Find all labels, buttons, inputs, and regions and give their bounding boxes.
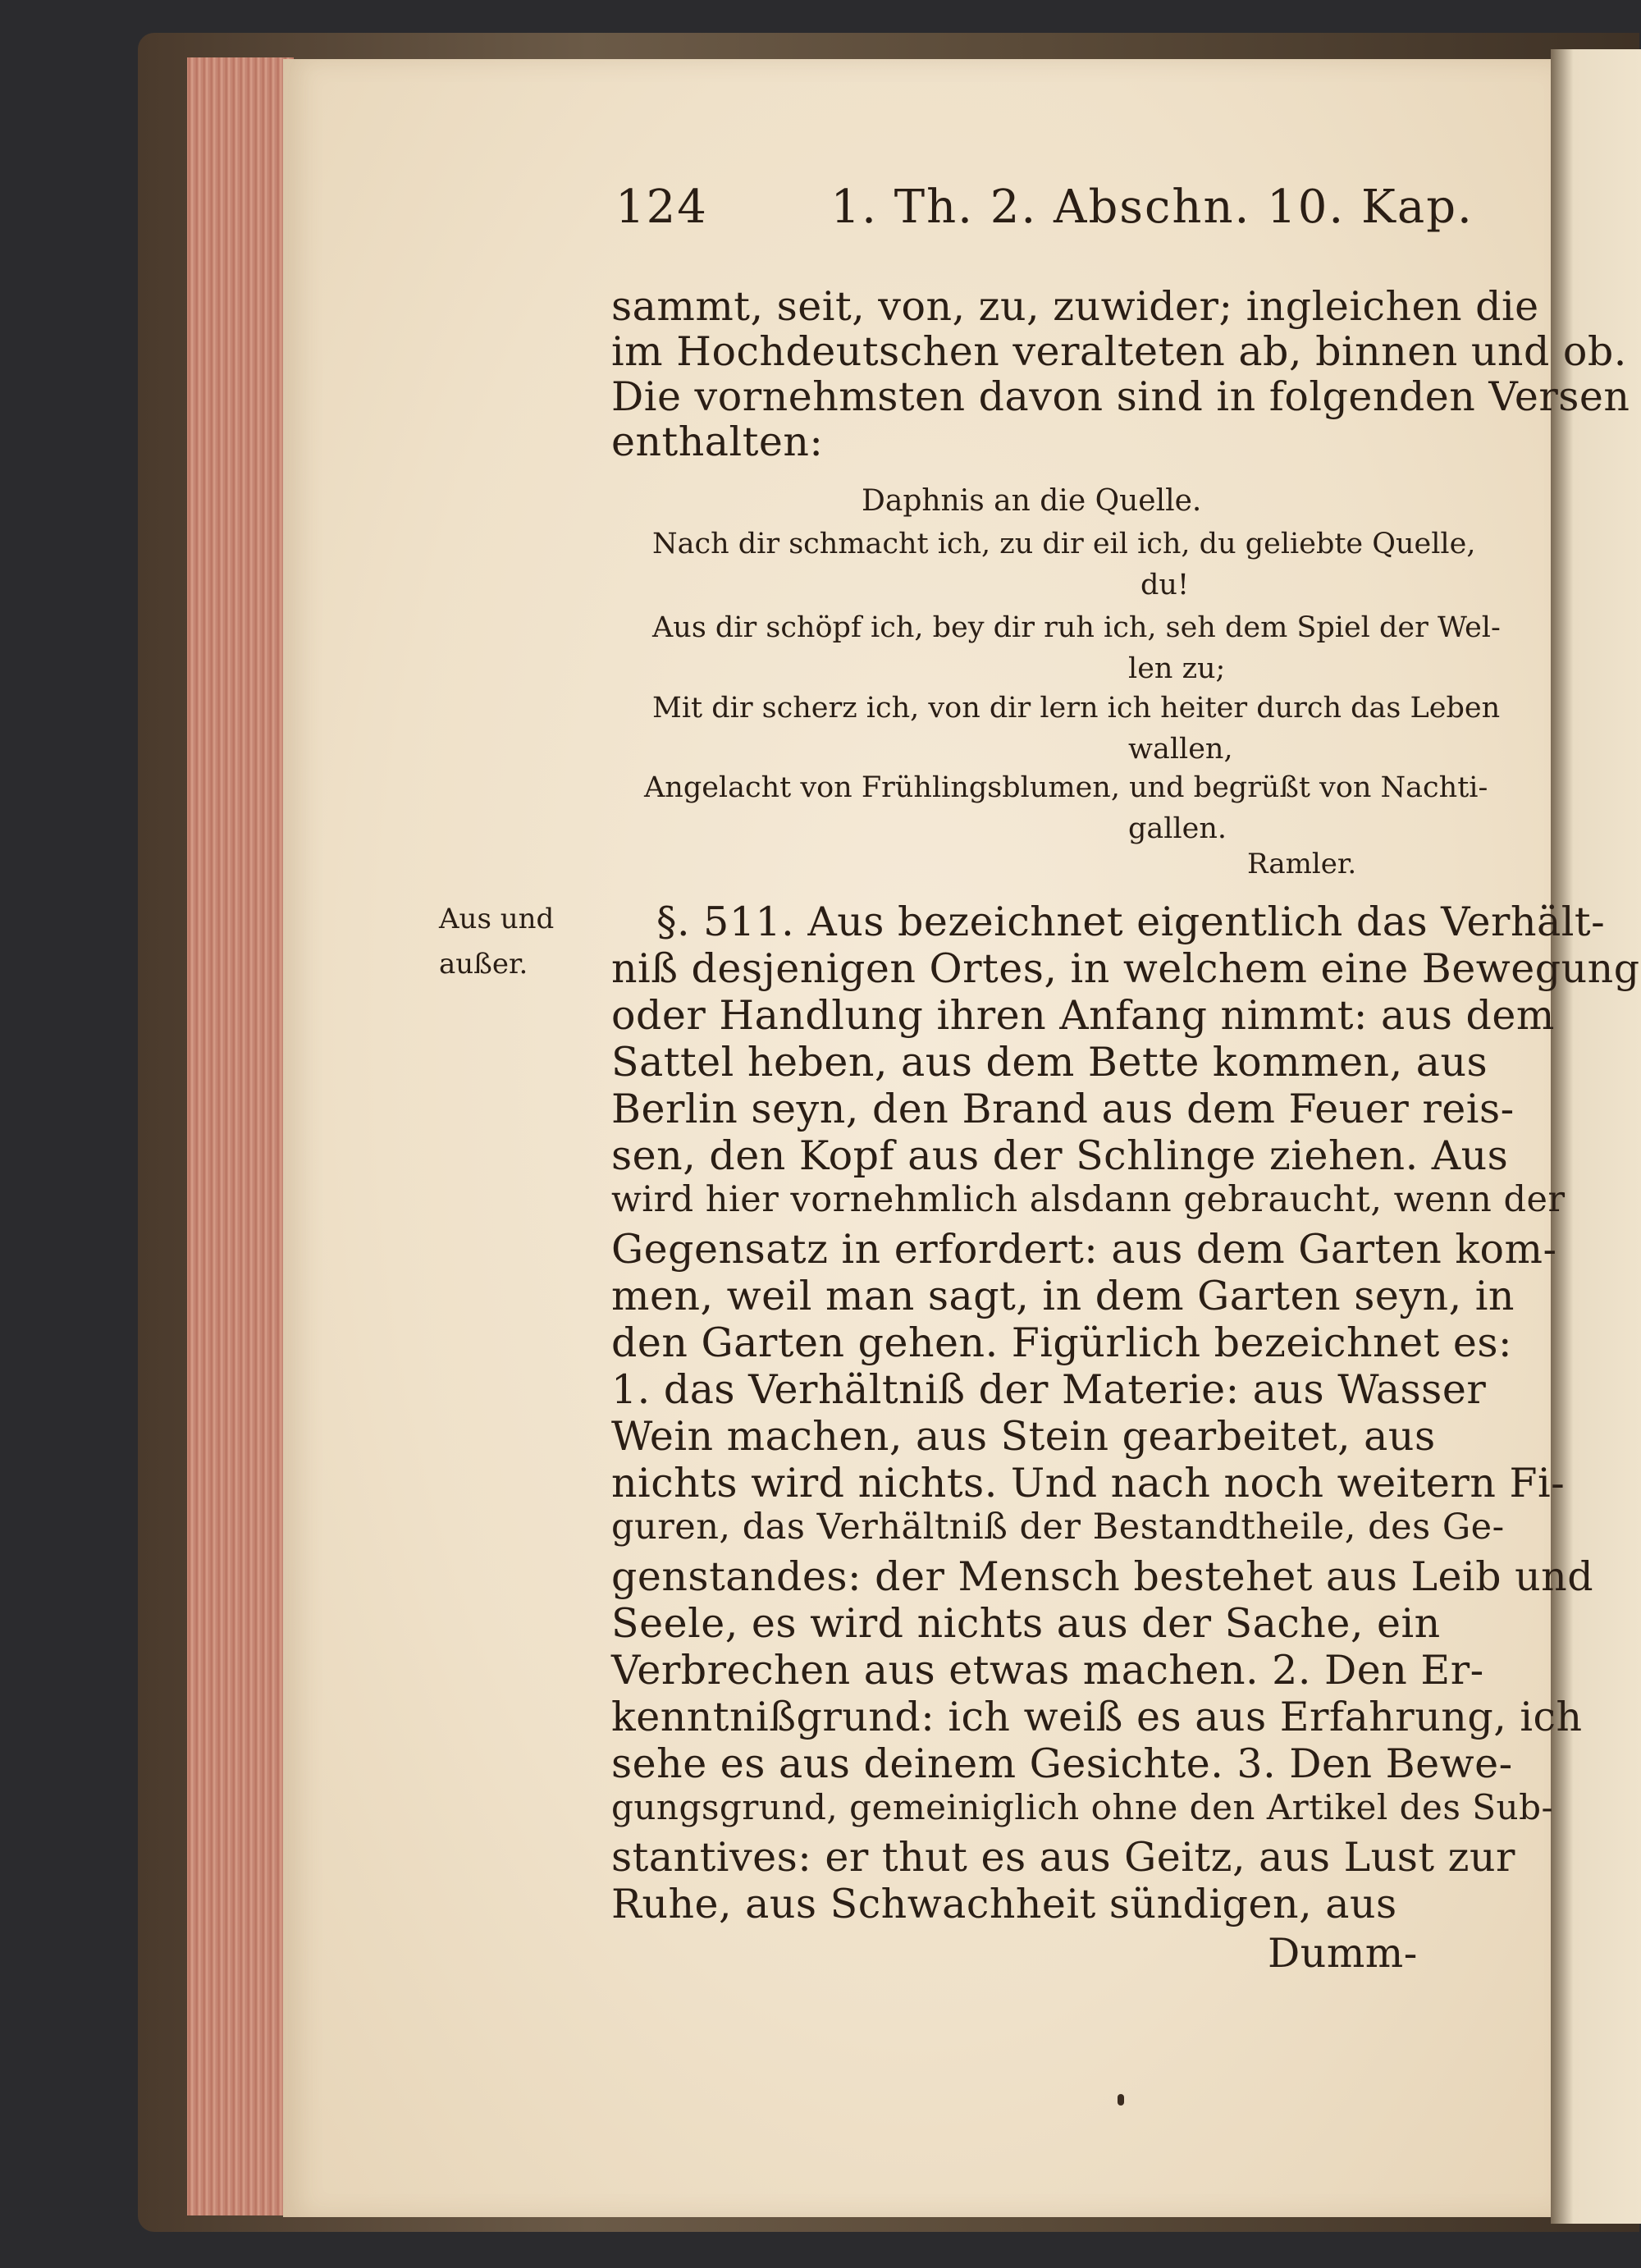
section-line: men, weil man sagt, in dem Garten seyn, in	[611, 1273, 1515, 1319]
section-line: Berlin seyn, den Brand aus dem Feuer reis-	[611, 1086, 1515, 1132]
section-line: den Garten gehen. Figürlich bezeichnet es:	[611, 1319, 1512, 1366]
section-line: gungsgrund, gemeiniglich ohne den Artikel des Sub-	[611, 1787, 1554, 1827]
poem-line-continuation: len zu;	[1128, 652, 1226, 685]
section-line: 1. das Verhältniß der Materie: aus Wasser	[611, 1366, 1487, 1413]
page-edges	[187, 57, 294, 2215]
section-line: kenntnißgrund: ich weiß es aus Erfahrung, ich	[611, 1694, 1583, 1740]
section-line: nichts wird nichts. Und nach noch weitern Fi-	[611, 1460, 1566, 1507]
running-head	[615, 181, 1474, 234]
poem-line: Nach dir schmacht ich, zu dir eil ich, du geliebte Quelle,	[652, 528, 1476, 560]
poem-author: Ramler.	[1247, 848, 1357, 880]
poem-title: Daphnis an die Quelle.	[862, 484, 1202, 518]
section-line: stantives: er thut es aus Geitz, aus Lust zur	[611, 1834, 1515, 1881]
intro-line: im Hochdeutschen veralteten ab, binnen und ob.	[611, 328, 1627, 375]
section-line: sehe es aus deinem Gesichte. 3. Den Bewe-	[611, 1740, 1513, 1787]
section-line: Ruhe, aus Schwachheit sündigen, aus	[611, 1881, 1397, 1927]
poem-line: Aus dir schöpf ich, bey dir ruh ich, seh dem Spiel der Wel-	[652, 611, 1501, 644]
section-line: sen, den Kopf aus der Schlinge ziehen. Aus	[611, 1132, 1509, 1179]
poem-line-continuation: du!	[1140, 569, 1190, 601]
page-number: 124	[615, 181, 708, 234]
printer-mark	[1118, 2094, 1124, 2106]
section-line: Wein machen, aus Stein gearbeitet, aus	[611, 1413, 1436, 1460]
section-line: niß desjenigen Ortes, in welchem eine Bewegung	[611, 945, 1640, 992]
catchword: Dumm-	[1268, 1930, 1418, 1977]
intro-line: sammt, seit, von, zu, zuwider; ingleichen die	[611, 283, 1539, 330]
section-line: Verbrechen aus etwas machen. 2. Den Er-	[611, 1647, 1484, 1694]
intro-line: Die vornehmsten davon sind in folgenden Versen	[611, 373, 1630, 420]
section-line: guren, das Verhältniß der Bestandtheile, des Ge-	[611, 1507, 1505, 1548]
section-line: wird hier vornehmlich alsdann gebraucht, wenn der	[611, 1179, 1566, 1220]
section-line: Sattel heben, aus dem Bette kommen, aus	[611, 1039, 1488, 1086]
margin-note: Aus und	[439, 903, 555, 935]
poem-line: Mit dir scherz ich, von dir lern ich heiter durch das Leben	[652, 692, 1501, 725]
section-line: oder Handlung ihren Anfang nimmt: aus dem	[611, 992, 1555, 1039]
section-line: Gegensatz in erfordert: aus dem Garten kom-	[611, 1226, 1557, 1273]
section-line: §. 511. Aus bezeichnet eigentlich das Verhält-	[656, 899, 1606, 945]
section-line: Seele, es wird nichts aus der Sache, ein	[611, 1600, 1441, 1647]
margin-note: außer.	[439, 948, 528, 981]
poem-line: Angelacht von Frühlingsblumen, und begrüßt von Nachti-	[644, 771, 1488, 804]
poem-line-continuation: wallen,	[1128, 733, 1233, 766]
chapter-heading: 1. Th. 2. Abschn. 10. Kap.	[830, 181, 1474, 234]
poem-line-continuation: gallen.	[1128, 812, 1227, 845]
section-line: genstandes: der Mensch bestehet aus Leib und	[611, 1553, 1594, 1600]
intro-line: enthalten:	[611, 418, 824, 465]
